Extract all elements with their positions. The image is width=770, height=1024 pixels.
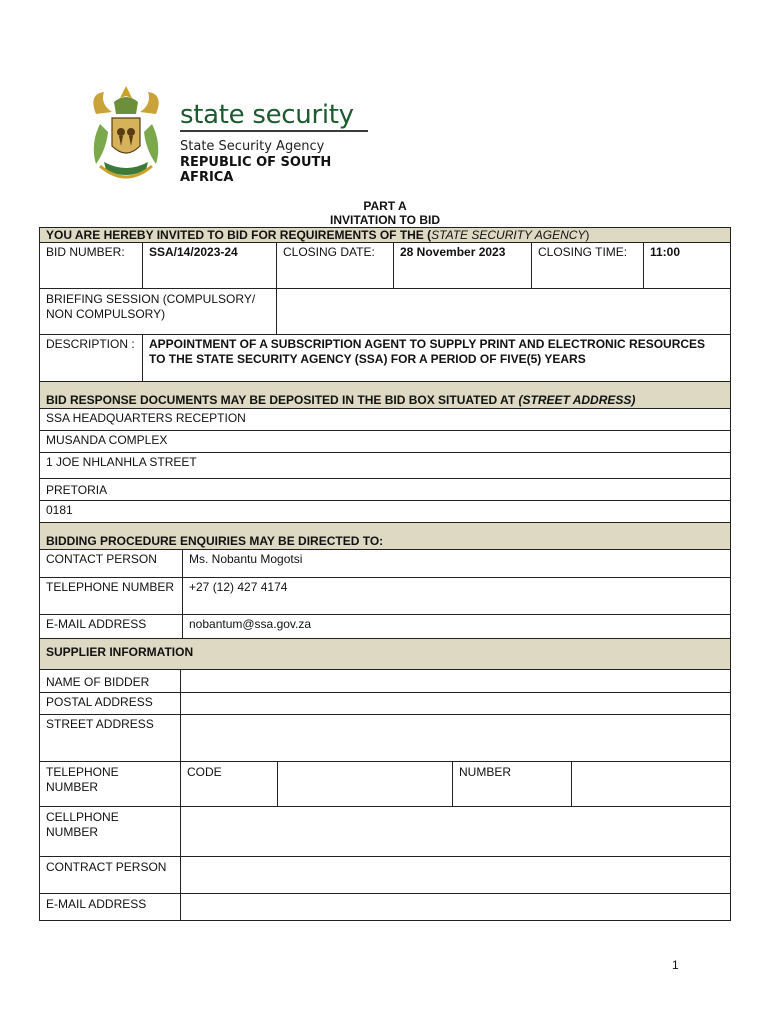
contact-row [39,550,731,578]
cellphone-row [39,807,731,857]
supplier-phone-row [39,762,731,807]
contract-person-field[interactable] [181,857,730,893]
deposit-line [39,409,731,431]
invitation-title: INVITATION TO BID [330,213,440,227]
enquiry-email-label: E-MAIL ADDRESS [40,615,183,638]
phone-number-label: NUMBER [453,762,572,806]
contract-person-row [39,857,731,894]
deposit-heading-row [39,382,731,409]
page-number: 1 [672,958,679,972]
postal-address-field[interactable] [181,693,730,714]
bid-number-label: BID NUMBER: [40,243,143,288]
logo-divider [180,130,368,132]
deposit-line-text: SSA HEADQUARTERS RECEPTION [46,411,246,425]
enquiries-heading: BIDDING PROCEDURE ENQUIRIES MAY BE DIRECTED TO: [46,534,384,548]
deposit-heading-prefix: BID RESPONSE DOCUMENTS MAY BE DEPOSITED IN THE BID BOX SITUATED AT [46,393,519,407]
deposit-line [39,453,731,479]
supplier-phone-label: TELEPHONE NUMBER [40,762,181,806]
enquiry-phone-value: +27 (12) 427 4174 [189,580,288,594]
briefing-label: BRIEFING SESSION (COMPULSORY/ NON COMPULSORY) [40,289,277,334]
bid-heading [40,228,730,242]
deposit-line-text: 1 JOE NHLANHLA STREET [46,455,197,469]
supplier-email-label: E-MAIL ADDRESS [40,894,181,920]
contract-person-label: CONTRACT PERSON [40,857,181,893]
closing-time-value: 11:00 [650,245,681,259]
deposit-line-text: 0181 [46,503,73,517]
street-address-field[interactable] [181,715,730,761]
closing-time-label: CLOSING TIME: [532,243,644,288]
phone-code-field[interactable] [278,762,453,806]
bid-heading-prefix: YOU ARE HEREBY INVITED TO BID FOR REQUIREMENTS OF THE ( [46,228,432,242]
enquiry-email-row [39,615,731,639]
deposit-line [39,431,731,453]
deposit-heading-italic: (STREET ADDRESS) [518,393,636,407]
supplier-email-row [39,894,731,921]
phone-code-label: CODE [181,762,278,806]
deposit-line [39,479,731,501]
contact-person-value: Ms. Nobantu Mogotsi [189,552,303,566]
part-title: PART A [363,199,407,213]
contact-person-label: CONTACT PERSON [40,550,183,577]
country-name: REPUBLIC OF SOUTH AFRICA [180,155,332,185]
street-address-row [39,715,731,762]
deposit-line [39,501,731,523]
bidder-name-field[interactable] [181,670,730,692]
logo-wordmark: state security [180,100,354,130]
description-row [39,335,731,382]
closing-date-label: CLOSING DATE: [277,243,394,288]
postal-address-row [39,693,731,715]
deposit-line-text: PRETORIA [46,483,108,497]
bid-heading-row [39,227,731,243]
bidder-name-row [39,670,731,693]
bid-heading-agency: STATE SECURITY AGENCY [431,228,586,242]
briefing-value[interactable] [277,289,730,334]
description-label: DESCRIPTION : [40,335,143,381]
bidder-name-label: NAME OF BIDDER [40,670,181,692]
phone-number-field[interactable] [572,762,730,806]
supplier-heading-row [39,639,731,670]
closing-date-value: 28 November 2023 [394,243,532,288]
enquiries-heading-row [39,523,731,550]
enquiry-phone-row [39,578,731,615]
cellphone-field[interactable] [181,807,730,856]
agency-logo [86,84,386,189]
south-africa-coat-of-arms-icon [86,84,166,189]
enquiry-phone-label: TELEPHONE NUMBER [40,578,183,614]
supplier-email-field[interactable] [181,894,730,920]
postal-address-label: POSTAL ADDRESS [40,693,181,714]
street-address-label: STREET ADDRESS [40,715,181,761]
deposit-heading [40,391,730,408]
description-value: APPOINTMENT OF A SUBSCRIPTION AGENT TO SUPPLY PRINT AND ELECTRONIC RESOURCES TO THE STATE SECURITY AGENCY (SSA) FOR A PERIOD OF FIVE(5) YEARS [149,337,706,366]
enquiry-email-value: nobantum@ssa.gov.za [189,617,312,631]
agency-name: State Security Agency [180,139,325,154]
bid-heading-suffix: ) [585,228,590,242]
cellphone-label: CELLPHONE NUMBER [40,807,181,856]
deposit-line-text: MUSANDA COMPLEX [46,433,168,447]
briefing-row [39,289,731,335]
bid-form [39,227,731,921]
bid-number-value: SSA/14/2023-24 [143,243,277,288]
supplier-heading: SUPPLIER INFORMATION [46,645,194,659]
bid-details-row [39,243,731,289]
